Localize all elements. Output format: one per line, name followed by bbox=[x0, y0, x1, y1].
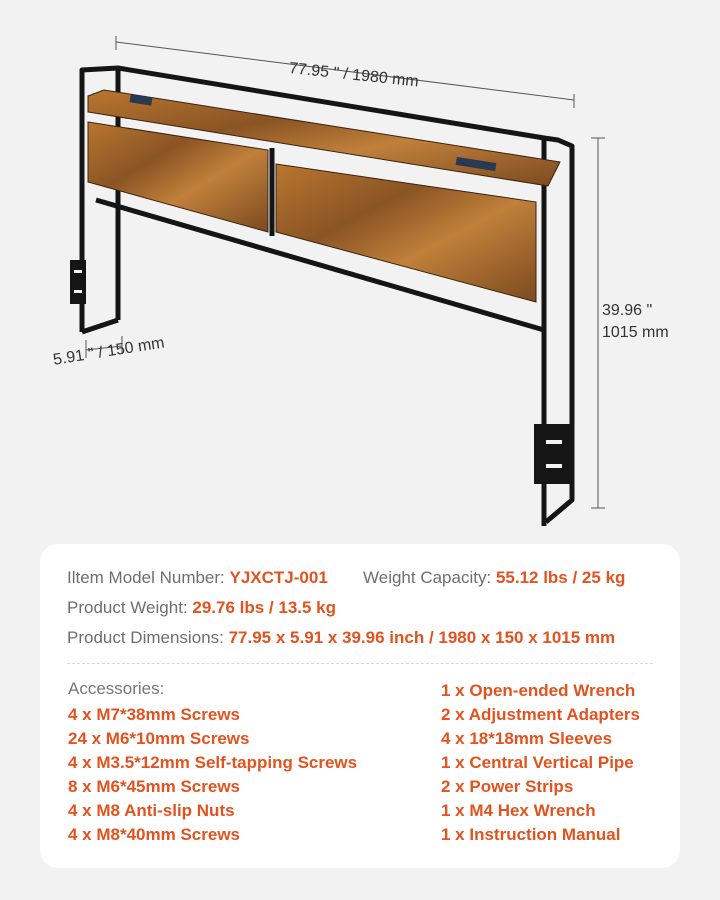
mounting-bracket-left bbox=[70, 260, 86, 304]
spec-card bbox=[40, 544, 680, 868]
list-item: 2 x Adjustment Adapters bbox=[441, 705, 641, 724]
product-dimensions-row bbox=[67, 628, 615, 648]
accessories-heading: Accessories: bbox=[68, 679, 165, 698]
model-number-label: Iltem Model Number: bbox=[67, 568, 225, 587]
height-label bbox=[602, 300, 669, 344]
list-item: 1 x Central Vertical Pipe bbox=[441, 753, 634, 772]
list-item: 4 x M8*40mm Screws bbox=[68, 825, 240, 844]
list-item: 4 x M3.5*12mm Self-tapping Screws bbox=[68, 753, 358, 772]
list-item: 1 x Instruction Manual bbox=[441, 825, 621, 844]
right-wood-panel bbox=[276, 164, 536, 302]
left-wood-panel bbox=[88, 122, 268, 232]
height-inches: 39.96 " bbox=[602, 302, 653, 319]
list-item: 8 x M6*45mm Screws bbox=[68, 777, 240, 796]
product-weight-row bbox=[67, 598, 336, 618]
weight-capacity-value: 55.12 lbs / 25 kg bbox=[495, 568, 626, 587]
divider bbox=[67, 663, 653, 664]
height-mm: 1015 mm bbox=[602, 324, 669, 341]
list-item: 24 x M6*10mm Screws bbox=[68, 729, 250, 748]
product-weight-value: 29.76 lbs / 13.5 kg bbox=[192, 598, 337, 617]
weight-capacity-label: Weight Capacity: bbox=[363, 568, 492, 587]
accessories-list-left bbox=[68, 703, 357, 847]
product-dimensions-label: Product Dimensions: bbox=[67, 628, 224, 647]
model-number-row bbox=[67, 568, 328, 588]
accessories-list-right bbox=[441, 679, 640, 847]
width-label: 77.95 " / 1980 mm bbox=[288, 60, 420, 91]
list-item: 4 x M7*38mm Screws bbox=[68, 705, 240, 724]
weight-capacity-row bbox=[363, 568, 625, 588]
list-item: 1 x Open-ended Wrench bbox=[441, 681, 636, 700]
list-item: 4 x 18*18mm Sleeves bbox=[441, 729, 613, 748]
depth-label: 5.91 " / 150 mm bbox=[52, 334, 166, 369]
mounting-bracket-right bbox=[534, 424, 572, 484]
product-weight-label: Product Weight: bbox=[67, 598, 188, 617]
model-number-value: YJXCTJ-001 bbox=[229, 568, 328, 587]
list-item: 4 x M8 Anti-slip Nuts bbox=[68, 801, 235, 820]
list-item: 2 x Power Strips bbox=[441, 777, 574, 796]
product-dimensions-value: 77.95 x 5.91 x 39.96 inch / 1980 x 150 x 1015 mm bbox=[228, 628, 616, 647]
list-item: 1 x M4 Hex Wrench bbox=[441, 801, 596, 820]
